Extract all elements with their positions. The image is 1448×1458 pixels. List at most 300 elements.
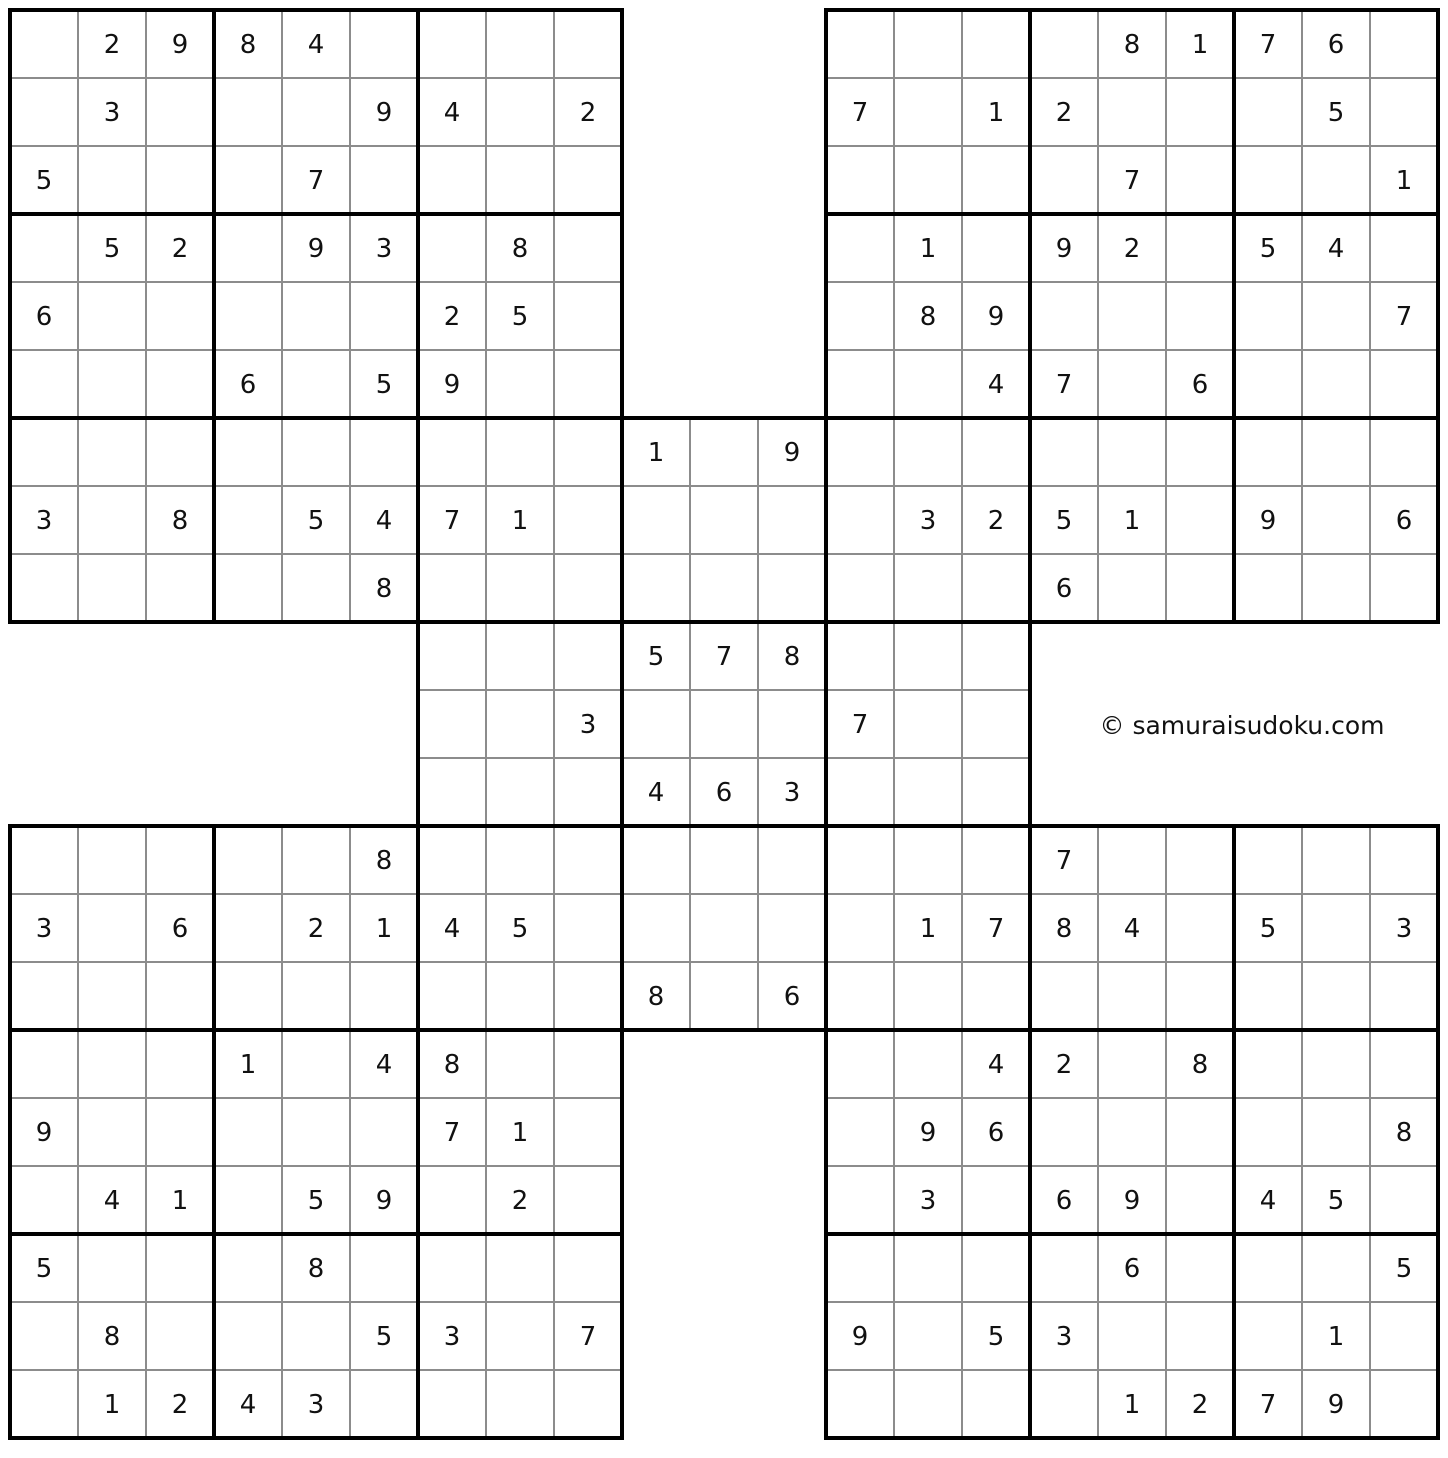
sudoku-cell[interactable] xyxy=(1234,1030,1302,1098)
sudoku-cell[interactable] xyxy=(350,962,418,1030)
given-digit: 7 xyxy=(851,98,869,128)
sudoku-cell[interactable] xyxy=(1370,962,1438,1030)
sudoku-cell[interactable] xyxy=(418,1370,486,1438)
sudoku-cell[interactable] xyxy=(486,690,554,758)
sudoku-cell[interactable] xyxy=(1234,1302,1302,1370)
sudoku-cell[interactable] xyxy=(282,350,350,418)
sudoku-cell[interactable] xyxy=(10,214,78,282)
given-digit: 1 xyxy=(511,1118,529,1148)
sudoku-cell[interactable] xyxy=(826,894,894,962)
sudoku-cell[interactable] xyxy=(214,1234,282,1302)
sudoku-cell[interactable] xyxy=(418,758,486,826)
sudoku-cell[interactable] xyxy=(1098,1098,1166,1166)
sudoku-cell[interactable] xyxy=(826,486,894,554)
sudoku-cell[interactable] xyxy=(146,1030,214,1098)
sudoku-cell[interactable] xyxy=(1370,10,1438,78)
sudoku-cell[interactable] xyxy=(826,622,894,690)
sudoku-cell[interactable] xyxy=(554,1098,622,1166)
sudoku-cell[interactable] xyxy=(146,554,214,622)
sudoku-cell[interactable] xyxy=(418,418,486,486)
sudoku-cell[interactable] xyxy=(962,146,1030,214)
given-digit: 5 xyxy=(35,1254,53,1284)
sudoku-cell[interactable] xyxy=(10,1370,78,1438)
sudoku-cell[interactable] xyxy=(1098,282,1166,350)
sudoku-cell[interactable] xyxy=(1234,962,1302,1030)
given-digit: 2 xyxy=(1055,98,1073,128)
sudoku-cell[interactable] xyxy=(962,418,1030,486)
given-digit: 3 xyxy=(35,914,53,944)
sudoku-cell[interactable] xyxy=(554,10,622,78)
sudoku-cell[interactable] xyxy=(1302,826,1370,894)
given-digit: 9 xyxy=(171,30,189,60)
sudoku-cell[interactable] xyxy=(962,962,1030,1030)
sudoku-cell[interactable] xyxy=(826,1234,894,1302)
given-digit: 2 xyxy=(987,506,1005,536)
given-digit: 1 xyxy=(919,234,937,264)
sudoku-cell[interactable] xyxy=(1166,146,1234,214)
sudoku-cell[interactable] xyxy=(350,1098,418,1166)
sudoku-cell[interactable] xyxy=(1302,894,1370,962)
sudoku-cell[interactable] xyxy=(962,1234,1030,1302)
sudoku-cell[interactable] xyxy=(1234,554,1302,622)
sudoku-cell[interactable] xyxy=(214,1302,282,1370)
sudoku-cell[interactable] xyxy=(78,826,146,894)
given-digit: 8 xyxy=(647,982,665,1012)
given-digit: 5 xyxy=(375,370,393,400)
sudoku-cell[interactable] xyxy=(894,10,962,78)
sudoku-cell[interactable] xyxy=(214,894,282,962)
sudoku-cell[interactable] xyxy=(1098,418,1166,486)
given-digit: 9 xyxy=(375,98,393,128)
sudoku-cell[interactable] xyxy=(214,1098,282,1166)
sudoku-cell[interactable] xyxy=(962,758,1030,826)
sudoku-cell[interactable] xyxy=(10,78,78,146)
sudoku-cell[interactable] xyxy=(418,826,486,894)
sudoku-cell[interactable] xyxy=(214,282,282,350)
sudoku-cell[interactable] xyxy=(962,10,1030,78)
sudoku-cell[interactable] xyxy=(10,10,78,78)
sudoku-cell[interactable] xyxy=(758,894,826,962)
sudoku-cell[interactable] xyxy=(418,554,486,622)
sudoku-cell[interactable] xyxy=(10,1166,78,1234)
sudoku-cell[interactable] xyxy=(1166,1234,1234,1302)
sudoku-cell[interactable] xyxy=(690,826,758,894)
sudoku-cell[interactable] xyxy=(622,486,690,554)
given-digit: 6 xyxy=(1191,370,1209,400)
given-digit: 1 xyxy=(171,1186,189,1216)
sudoku-cell[interactable] xyxy=(78,486,146,554)
sudoku-cell[interactable] xyxy=(1370,418,1438,486)
sudoku-cell[interactable] xyxy=(1370,78,1438,146)
sudoku-cell[interactable] xyxy=(1166,214,1234,282)
sudoku-cell[interactable] xyxy=(1234,78,1302,146)
sudoku-cell[interactable] xyxy=(1302,282,1370,350)
sudoku-cell[interactable] xyxy=(146,1234,214,1302)
given-digit: 5 xyxy=(1327,1186,1345,1216)
sudoku-cell[interactable] xyxy=(962,1370,1030,1438)
sudoku-cell[interactable] xyxy=(1370,350,1438,418)
sudoku-cell[interactable] xyxy=(418,214,486,282)
sudoku-cell[interactable] xyxy=(554,1030,622,1098)
sudoku-cell[interactable] xyxy=(350,282,418,350)
sudoku-cell[interactable] xyxy=(146,962,214,1030)
sudoku-cell[interactable] xyxy=(690,894,758,962)
sudoku-cell[interactable] xyxy=(1234,826,1302,894)
sudoku-cell[interactable] xyxy=(622,894,690,962)
sudoku-cell[interactable] xyxy=(894,1030,962,1098)
sudoku-cell[interactable] xyxy=(78,554,146,622)
sudoku-cell[interactable] xyxy=(350,146,418,214)
sudoku-cell[interactable] xyxy=(554,758,622,826)
sudoku-cell[interactable] xyxy=(1166,486,1234,554)
sudoku-cell[interactable] xyxy=(554,146,622,214)
sudoku-cell[interactable] xyxy=(826,962,894,1030)
sudoku-cell[interactable] xyxy=(214,826,282,894)
given-digit: 8 xyxy=(239,30,257,60)
sudoku-cell[interactable] xyxy=(554,1370,622,1438)
sudoku-cell[interactable] xyxy=(486,826,554,894)
sudoku-cell[interactable] xyxy=(554,350,622,418)
sudoku-cell[interactable] xyxy=(418,146,486,214)
sudoku-cell[interactable] xyxy=(894,78,962,146)
sudoku-cell[interactable] xyxy=(78,350,146,418)
sudoku-cell[interactable] xyxy=(554,214,622,282)
sudoku-cell[interactable] xyxy=(554,486,622,554)
sudoku-cell[interactable] xyxy=(10,1302,78,1370)
sudoku-cell[interactable] xyxy=(826,282,894,350)
sudoku-cell[interactable] xyxy=(10,418,78,486)
sudoku-cell[interactable] xyxy=(894,146,962,214)
sudoku-cell[interactable] xyxy=(78,282,146,350)
sudoku-cell[interactable] xyxy=(894,690,962,758)
sudoku-cell[interactable] xyxy=(1098,350,1166,418)
given-digit: 1 xyxy=(1395,166,1413,196)
sudoku-cell[interactable] xyxy=(894,350,962,418)
given-digit: 1 xyxy=(1123,506,1141,536)
given-digit: 5 xyxy=(1055,506,1073,536)
sudoku-cell[interactable] xyxy=(282,418,350,486)
sudoku-cell[interactable] xyxy=(894,962,962,1030)
given-digit: 7 xyxy=(1123,166,1141,196)
sudoku-cell[interactable] xyxy=(486,622,554,690)
sudoku-cell[interactable] xyxy=(554,622,622,690)
sudoku-cell[interactable] xyxy=(826,1166,894,1234)
sudoku-cell[interactable] xyxy=(78,1030,146,1098)
sudoku-cell[interactable] xyxy=(554,554,622,622)
sudoku-cell[interactable] xyxy=(282,826,350,894)
sudoku-cell[interactable] xyxy=(894,622,962,690)
sudoku-cell[interactable] xyxy=(554,1234,622,1302)
sudoku-cell[interactable] xyxy=(78,146,146,214)
given-digit: 8 xyxy=(1191,1050,1209,1080)
sudoku-cell[interactable] xyxy=(1370,1030,1438,1098)
sudoku-cell[interactable] xyxy=(282,962,350,1030)
sudoku-cell[interactable] xyxy=(486,554,554,622)
sudoku-cell[interactable] xyxy=(486,146,554,214)
sudoku-cell[interactable] xyxy=(1234,1234,1302,1302)
sudoku-cell[interactable] xyxy=(214,554,282,622)
sudoku-cell[interactable] xyxy=(146,282,214,350)
sudoku-cell[interactable] xyxy=(826,554,894,622)
given-digit: 9 xyxy=(35,1118,53,1148)
sudoku-cell[interactable] xyxy=(1370,1166,1438,1234)
given-digit: 7 xyxy=(307,166,325,196)
given-digit: 7 xyxy=(579,1322,597,1352)
sudoku-cell[interactable] xyxy=(1370,554,1438,622)
given-digit: 6 xyxy=(35,302,53,332)
sudoku-cell[interactable] xyxy=(758,554,826,622)
sudoku-cell[interactable] xyxy=(1234,282,1302,350)
sudoku-cell[interactable] xyxy=(486,758,554,826)
sudoku-cell[interactable] xyxy=(1370,214,1438,282)
sudoku-cell[interactable] xyxy=(146,78,214,146)
sudoku-cell[interactable] xyxy=(214,146,282,214)
sudoku-cell[interactable] xyxy=(78,418,146,486)
sudoku-cell[interactable] xyxy=(894,554,962,622)
sudoku-cell[interactable] xyxy=(10,350,78,418)
sudoku-cell[interactable] xyxy=(486,1234,554,1302)
sudoku-cell[interactable] xyxy=(1098,554,1166,622)
sudoku-cell[interactable] xyxy=(894,758,962,826)
sudoku-cell[interactable] xyxy=(826,758,894,826)
sudoku-cell[interactable] xyxy=(282,1302,350,1370)
sudoku-cell[interactable] xyxy=(1302,486,1370,554)
sudoku-cell[interactable] xyxy=(1234,350,1302,418)
sudoku-cell[interactable] xyxy=(690,962,758,1030)
sudoku-cell[interactable] xyxy=(1166,1098,1234,1166)
sudoku-cell[interactable] xyxy=(282,78,350,146)
given-digit: 2 xyxy=(171,234,189,264)
sudoku-cell[interactable] xyxy=(1302,962,1370,1030)
sudoku-cell[interactable] xyxy=(214,214,282,282)
sudoku-cell[interactable] xyxy=(486,10,554,78)
sudoku-cell[interactable] xyxy=(1098,962,1166,1030)
sudoku-cell[interactable] xyxy=(486,418,554,486)
sudoku-cell[interactable] xyxy=(554,282,622,350)
sudoku-cell[interactable] xyxy=(554,1166,622,1234)
sudoku-cell[interactable] xyxy=(1166,1302,1234,1370)
sudoku-cell[interactable] xyxy=(214,486,282,554)
sudoku-cell[interactable] xyxy=(1166,282,1234,350)
sudoku-cell[interactable] xyxy=(1166,826,1234,894)
sudoku-cell[interactable] xyxy=(690,418,758,486)
sudoku-cell[interactable] xyxy=(894,1302,962,1370)
sudoku-cell[interactable] xyxy=(10,554,78,622)
sudoku-cell[interactable] xyxy=(962,554,1030,622)
sudoku-cell[interactable] xyxy=(1098,1302,1166,1370)
given-digit: 3 xyxy=(1055,1322,1073,1352)
sudoku-cell[interactable] xyxy=(1166,554,1234,622)
sudoku-cell[interactable] xyxy=(826,10,894,78)
sudoku-cell[interactable] xyxy=(554,894,622,962)
sudoku-cell[interactable] xyxy=(690,486,758,554)
given-digit: 7 xyxy=(1259,30,1277,60)
sudoku-cell[interactable] xyxy=(826,350,894,418)
sudoku-cell[interactable] xyxy=(1098,1030,1166,1098)
sudoku-cell[interactable] xyxy=(350,10,418,78)
sudoku-cell[interactable] xyxy=(146,1098,214,1166)
sudoku-cell[interactable] xyxy=(1166,78,1234,146)
sudoku-cell[interactable] xyxy=(1166,962,1234,1030)
given-digit: 1 xyxy=(1327,1322,1345,1352)
given-digit: 5 xyxy=(511,302,529,332)
sudoku-cell[interactable] xyxy=(758,486,826,554)
sudoku-cell[interactable] xyxy=(214,1166,282,1234)
given-digit: 8 xyxy=(375,846,393,876)
sudoku-cell[interactable] xyxy=(418,622,486,690)
given-digit: 8 xyxy=(511,234,529,264)
sudoku-cell[interactable] xyxy=(78,894,146,962)
sudoku-cell[interactable] xyxy=(146,826,214,894)
sudoku-cell[interactable] xyxy=(1098,826,1166,894)
given-digit: 7 xyxy=(851,710,869,740)
sudoku-cell[interactable] xyxy=(1166,418,1234,486)
given-digit: 7 xyxy=(1055,370,1073,400)
sudoku-cell[interactable] xyxy=(962,1166,1030,1234)
sudoku-cell[interactable] xyxy=(418,1166,486,1234)
given-digit: 9 xyxy=(851,1322,869,1352)
sudoku-cell[interactable] xyxy=(554,418,622,486)
given-digit: 7 xyxy=(1055,846,1073,876)
sudoku-cell[interactable] xyxy=(758,690,826,758)
given-digit: 7 xyxy=(443,1118,461,1148)
sudoku-cell[interactable] xyxy=(690,690,758,758)
sudoku-cell[interactable] xyxy=(1030,1370,1098,1438)
given-digit: 4 xyxy=(987,370,1005,400)
sudoku-cell[interactable] xyxy=(1098,78,1166,146)
given-digit: 4 xyxy=(443,98,461,128)
sudoku-cell[interactable] xyxy=(486,1030,554,1098)
sudoku-cell[interactable] xyxy=(1302,1098,1370,1166)
sudoku-cell[interactable] xyxy=(1166,894,1234,962)
sudoku-cell[interactable] xyxy=(622,554,690,622)
given-digit: 2 xyxy=(511,1186,529,1216)
sudoku-cell[interactable] xyxy=(1370,1302,1438,1370)
sudoku-cell[interactable] xyxy=(894,826,962,894)
sudoku-cell[interactable] xyxy=(826,826,894,894)
sudoku-cell[interactable] xyxy=(146,1302,214,1370)
sudoku-cell[interactable] xyxy=(1302,1234,1370,1302)
sudoku-cell[interactable] xyxy=(554,962,622,1030)
given-digit: 9 xyxy=(987,302,1005,332)
sudoku-cell[interactable] xyxy=(554,826,622,894)
sudoku-cell[interactable] xyxy=(146,350,214,418)
given-digit: 9 xyxy=(1259,506,1277,536)
given-digit: 4 xyxy=(1327,234,1345,264)
sudoku-cell[interactable] xyxy=(758,826,826,894)
sudoku-cell[interactable] xyxy=(1302,146,1370,214)
sudoku-cell[interactable] xyxy=(622,826,690,894)
sudoku-cell[interactable] xyxy=(78,962,146,1030)
sudoku-cell[interactable] xyxy=(418,962,486,1030)
sudoku-cell[interactable] xyxy=(418,1234,486,1302)
sudoku-cell[interactable] xyxy=(1030,1234,1098,1302)
sudoku-cell[interactable] xyxy=(214,962,282,1030)
sudoku-cell[interactable] xyxy=(962,826,1030,894)
sudoku-cell[interactable] xyxy=(826,418,894,486)
sudoku-cell[interactable] xyxy=(282,554,350,622)
given-digit: 6 xyxy=(1055,1186,1073,1216)
sudoku-cell[interactable] xyxy=(1234,418,1302,486)
sudoku-cell[interactable] xyxy=(1370,1370,1438,1438)
sudoku-cell[interactable] xyxy=(146,418,214,486)
given-digit: 2 xyxy=(307,914,325,944)
given-digit: 2 xyxy=(171,1390,189,1420)
sudoku-cell[interactable] xyxy=(146,146,214,214)
sudoku-cell[interactable] xyxy=(214,78,282,146)
sudoku-cell[interactable] xyxy=(486,350,554,418)
sudoku-cell[interactable] xyxy=(826,1370,894,1438)
sudoku-cell[interactable] xyxy=(1030,10,1098,78)
sudoku-cell[interactable] xyxy=(826,1098,894,1166)
sudoku-cell[interactable] xyxy=(214,418,282,486)
sudoku-cell[interactable] xyxy=(1030,418,1098,486)
given-digit: 2 xyxy=(579,98,597,128)
sudoku-cell[interactable] xyxy=(1234,146,1302,214)
sudoku-cell[interactable] xyxy=(1030,146,1098,214)
sudoku-cell[interactable] xyxy=(418,10,486,78)
sudoku-cell[interactable] xyxy=(486,1302,554,1370)
sudoku-cell[interactable] xyxy=(350,1234,418,1302)
sudoku-cell[interactable] xyxy=(282,282,350,350)
sudoku-cell[interactable] xyxy=(350,1370,418,1438)
sudoku-cell[interactable] xyxy=(1166,1166,1234,1234)
sudoku-cell[interactable] xyxy=(418,690,486,758)
sudoku-cell[interactable] xyxy=(826,214,894,282)
copyright-text: © samuraisudoku.com xyxy=(1099,711,1385,740)
sudoku-cell[interactable] xyxy=(894,418,962,486)
given-digit: 8 xyxy=(1055,914,1073,944)
sudoku-cell[interactable] xyxy=(1370,826,1438,894)
given-digit: 3 xyxy=(35,506,53,536)
sudoku-cell[interactable] xyxy=(1302,554,1370,622)
sudoku-cell[interactable] xyxy=(1302,418,1370,486)
sudoku-cell[interactable] xyxy=(622,690,690,758)
sudoku-cell[interactable] xyxy=(894,1234,962,1302)
sudoku-cell[interactable] xyxy=(10,1030,78,1098)
sudoku-cell[interactable] xyxy=(486,962,554,1030)
sudoku-cell[interactable] xyxy=(1030,962,1098,1030)
given-digit: 3 xyxy=(307,1390,325,1420)
sudoku-cell[interactable] xyxy=(894,1370,962,1438)
sudoku-cell[interactable] xyxy=(1030,1098,1098,1166)
sudoku-cell[interactable] xyxy=(690,554,758,622)
given-digit: 5 xyxy=(1259,914,1277,944)
sudoku-cell[interactable] xyxy=(78,1098,146,1166)
sudoku-cell[interactable] xyxy=(962,622,1030,690)
sudoku-cell[interactable] xyxy=(1302,1030,1370,1098)
sudoku-cell[interactable] xyxy=(10,962,78,1030)
given-digit: 8 xyxy=(307,1254,325,1284)
given-digit: 9 xyxy=(1055,234,1073,264)
sudoku-cell[interactable] xyxy=(350,418,418,486)
given-digit: 1 xyxy=(647,438,665,468)
given-digit: 5 xyxy=(1259,234,1277,264)
sudoku-cell[interactable] xyxy=(826,1030,894,1098)
sudoku-cell[interactable] xyxy=(962,214,1030,282)
sudoku-cell[interactable] xyxy=(486,78,554,146)
sudoku-cell[interactable] xyxy=(962,690,1030,758)
sudoku-cell[interactable] xyxy=(282,1098,350,1166)
sudoku-cell[interactable] xyxy=(10,826,78,894)
sudoku-cell[interactable] xyxy=(486,1370,554,1438)
sudoku-cell[interactable] xyxy=(1234,1098,1302,1166)
sudoku-cell[interactable] xyxy=(282,1030,350,1098)
sudoku-cell[interactable] xyxy=(1030,282,1098,350)
sudoku-cell[interactable] xyxy=(78,1234,146,1302)
sudoku-cell[interactable] xyxy=(1302,350,1370,418)
sudoku-cell[interactable] xyxy=(826,146,894,214)
